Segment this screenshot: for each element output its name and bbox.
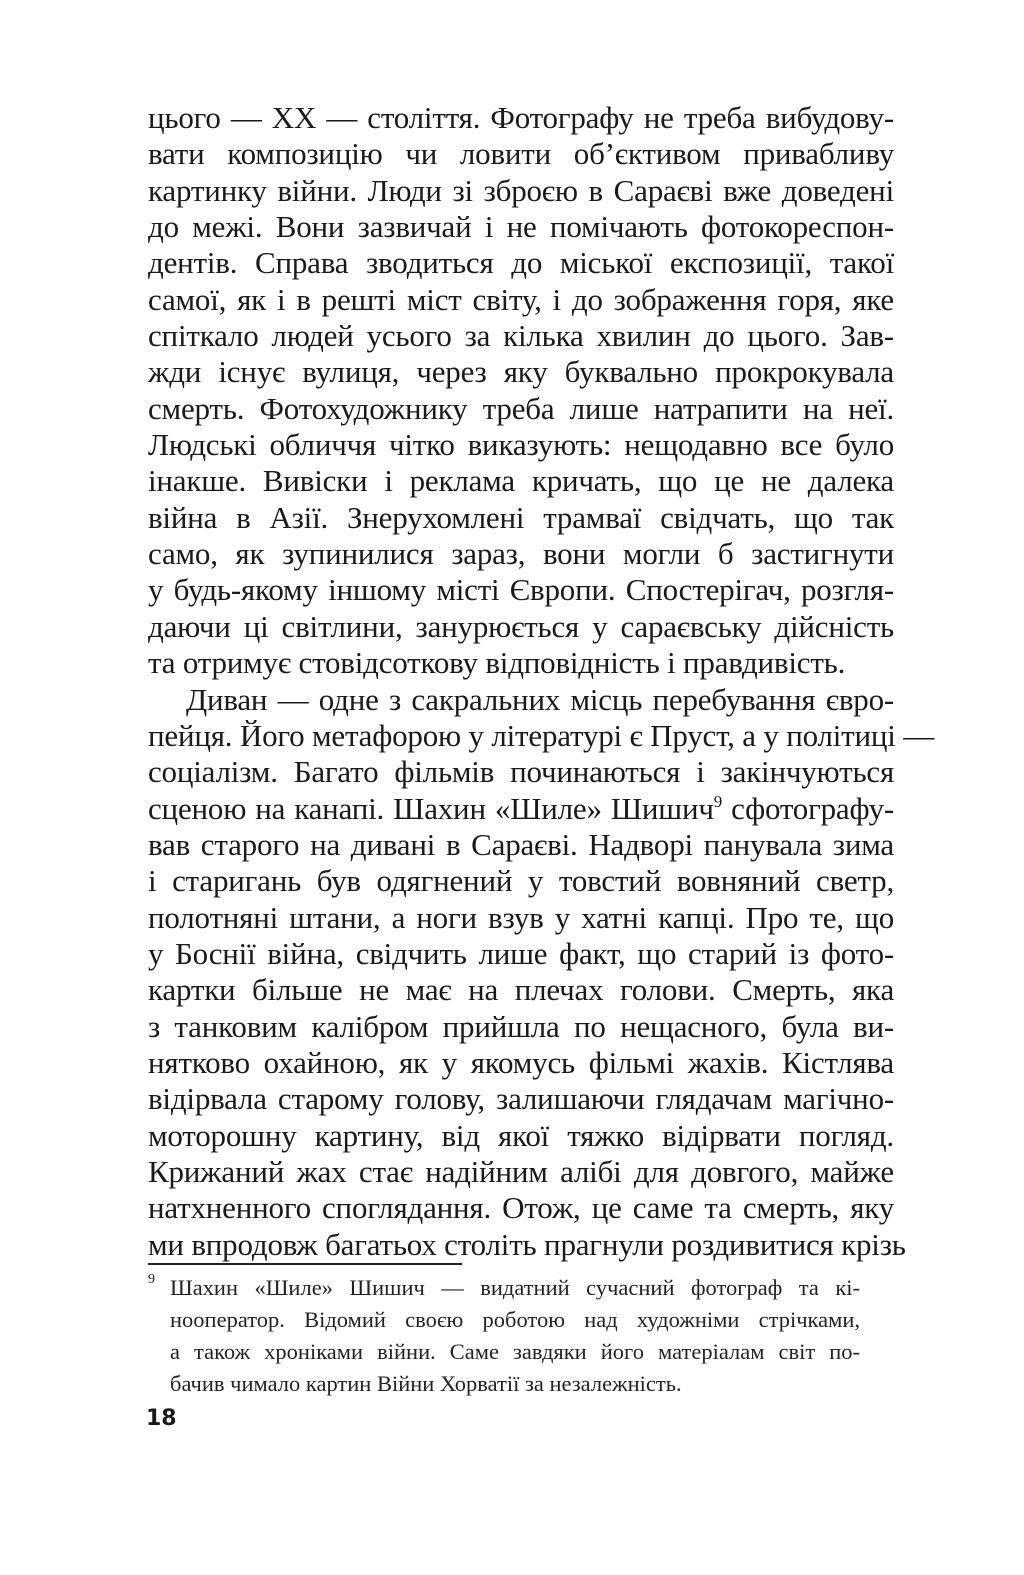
- text-line: спіткало людей усього за кілька хвилин до цього. Зав-: [148, 318, 894, 354]
- text-line: нятково охайною, як у якомусь фільмі жахів. Кістлява: [148, 1044, 894, 1080]
- text-line: цього — ХХ — століття. Фотографу не треба вибудову-: [148, 100, 894, 135]
- text-line: смерть. Фотохудожнику треба лише натрапити на неї.: [148, 390, 894, 426]
- footnote-reference[interactable]: 9: [713, 791, 723, 811]
- text-line: у будь-якому іншому місті Європи. Спостерігач, розгля-: [148, 572, 894, 608]
- text-line: війна в Азії. Знерухомлені трамваї свідчать, що так: [148, 499, 894, 535]
- text-line: ми впродовж багатьох століть прагнули роздивитися крізь: [148, 1226, 906, 1262]
- footnote-divider: [148, 1263, 462, 1265]
- text-segment: сценою на канапі. Шахин «Шиле» Шишич: [148, 790, 714, 826]
- text-line: картинку війни. Люди зі зброєю в Сараєві вже доведені: [148, 172, 894, 208]
- text-line: даючи ці світлини, занурюється у сараєвську дійсність: [148, 608, 894, 644]
- footnote-line: нооператор. Відомий своєю роботою над художніми стрічками,: [170, 1307, 860, 1332]
- body-text: [148, 100, 935, 1263]
- text-line-with-footnote-ref: [148, 791, 894, 827]
- text-line: жди існує вулиця, через яку буквально прокрокувала: [148, 354, 894, 390]
- text-line: дентів. Справа зводиться до міської експозиції, такої: [148, 245, 894, 281]
- text-line: моторошну картину, від якої тяжко відірвати погляд.: [148, 1117, 894, 1153]
- text-line: вати композицію чи ловити об’єктивом привабливу: [148, 136, 894, 172]
- text-line: відірвала старому голову, залишаючи глядачам магічно-: [148, 1081, 894, 1117]
- text-line: і старигань був одягнений у товстий вовняний светр,: [148, 863, 894, 899]
- text-line: з танковим калібром прийшла по нещасного, була ви-: [148, 1008, 894, 1044]
- text-line: до межі. Вони зазвичай і не помічають фотокореспон-: [148, 209, 894, 245]
- footnote-line: бачив чимало картин Війни Хорватії за незалежність.: [170, 1371, 682, 1396]
- text-line: натхненного споглядання. Отож, це саме та смерть, яку: [148, 1190, 894, 1226]
- text-line: Людські обличчя чітко виказують: нещодавно все було: [148, 427, 894, 463]
- footnote: [148, 1272, 860, 1400]
- text-line: та отримує стовідсоткову відповідність і правдивість.: [148, 645, 846, 681]
- text-line: самої, як і в решті міст світу, і до зображення горя, яке: [148, 281, 894, 317]
- text-segment: сфотографу-: [722, 790, 895, 826]
- text-line: полотняні штани, а ноги взув у хатні капці. Про те, що: [148, 899, 894, 935]
- text-line: Крижаний жах стає надійним алібі для довгого, майже: [148, 1153, 894, 1189]
- footnote-line: а також хроніками війни. Саме завдяки його матеріалам світ по-: [170, 1339, 860, 1364]
- footnote-number: 9: [148, 1272, 155, 1287]
- text-line: картки більше не має на плечах голови. Смерть, яка: [148, 972, 894, 1008]
- text-line: Диван — одне з сакральних місць перебування євро-: [186, 681, 894, 717]
- text-line: соціалізм. Багато фільмів починаються і закінчуються: [148, 754, 894, 790]
- footnote-line: Шахин «Шиле» Шишич — видатний сучасний фотограф та кі-: [170, 1275, 860, 1300]
- page-number: 18: [146, 1406, 177, 1431]
- text-line: само, як зупинилися зараз, вони могли б застигнути: [148, 536, 894, 572]
- text-line: у Боснії війна, свідчить лише факт, що старий із фото-: [148, 935, 894, 971]
- text-line: пейця. Його метафорою у літературі є Пруст, а у політиці —: [148, 717, 935, 753]
- text-line: вав старого на дивані в Сараєві. Надворі панувала зима: [148, 826, 894, 862]
- text-line: інакше. Вивіски і реклама кричать, що це не далека: [148, 463, 894, 499]
